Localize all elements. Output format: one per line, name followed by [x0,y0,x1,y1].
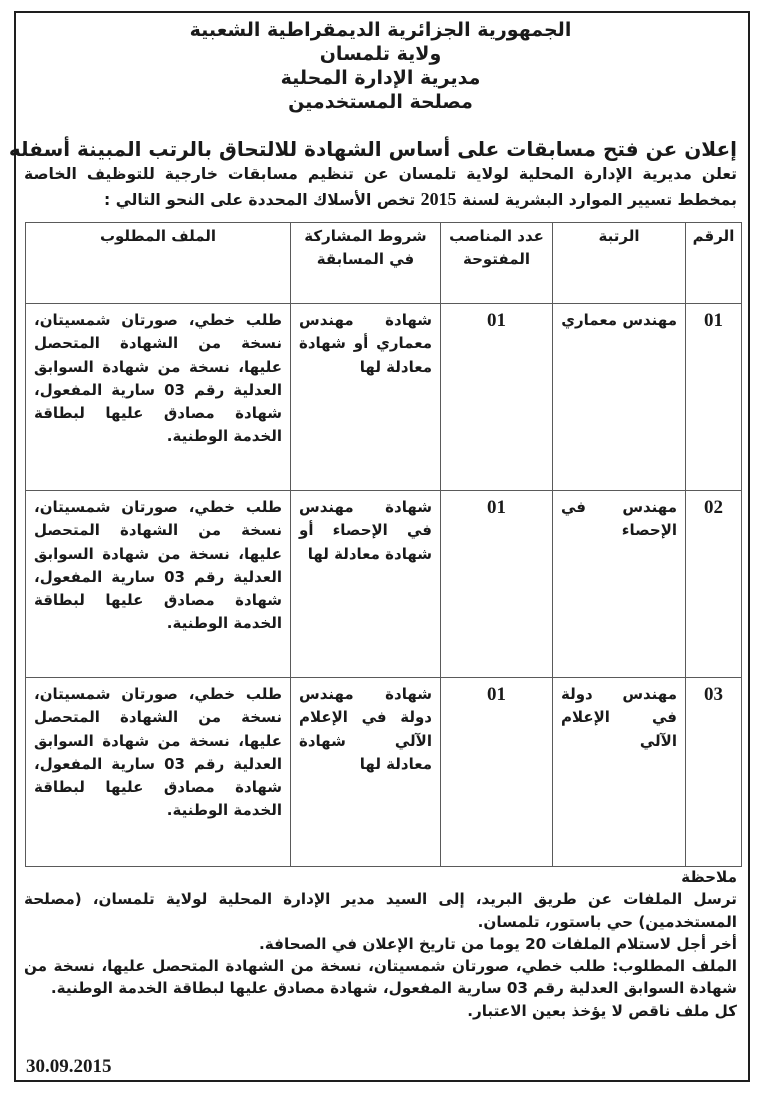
row-conditions: شهادة مهندس معماري أو شهادة معادلة لها [291,304,441,491]
intro-text-after-year: تخص الأسلاك المحددة على النحو التالي : [104,191,416,209]
note-item-required-file: الملف المطلوب: طلب خطي، صورتان شمسيتان، نسخة من الشهادة المتحصل عليها، نسخة من شهادة السوابق العدلية رقم 03 سارية المفعول، شهادة مصادق عليها لبطاقة الخدمة الوطنية. [24,957,737,998]
row-number: 01 [686,304,742,491]
column-header-file: الملف المطلوب [26,223,291,304]
notes-heading: ملاحظة [681,868,737,886]
column-header-positions: عدد المناصب المفتوحة [441,223,553,304]
row-required-file: طلب خطي، صورتان شمسيتان، نسخة من الشهادة المتحصل عليها، نسخة من شهادة السوابق العدلية رقم 03 سارية المفعول، شهادة مصادق عليها لبطاقة الخدمة الوطنية. [26,304,291,491]
intro-line-1: تعلن مديرية الإدارة المحلية لولاية تلمسان عن تنظيم مسابقات خارجية للتوظيف الخاصة [24,165,737,183]
row-required-file: طلب خطي، صورتان شمسيتان، نسخة من الشهادة المتحصل عليها، نسخة من شهادة السوابق العدلية رقم 03 سارية المفعول، شهادة مصادق عليها لبطاقة الخدمة الوطنية. [26,678,291,867]
positions-table [25,222,742,867]
table-row [26,678,742,867]
row-conditions: شهادة مهندس دولة في الإعلام الآلي شهادة معادلة لها [291,678,441,867]
row-positions: 01 [441,678,553,867]
intro-year: 2015 [420,189,457,209]
column-header-number: الرقم [686,223,742,304]
row-number: 03 [686,678,742,867]
note-item-incomplete: كل ملف ناقص لا يؤخذ بعين الاعتبار. [467,1001,737,1020]
row-required-file: طلب خطي، صورتان شمسيتان، نسخة من الشهادة المتحصل عليها، نسخة من شهادة السوابق العدلية رقم 03 سارية المفعول، شهادة مصادق عليها لبطاقة الخدمة الوطنية. [26,491,291,678]
publication-date: 30.09.2015 [26,1056,112,1077]
row-rank: مهندس دولة في الإعلام الآلي [553,678,686,867]
row-number: 02 [686,491,742,678]
intro-text-before-year: بمخطط تسيير الموارد البشرية لسنة [461,191,737,209]
row-rank: مهندس معماري [553,304,686,491]
intro-line-2 [24,187,737,213]
province-name: ولاية تلمسان [319,43,442,65]
directorate-name: مديرية الإدارة المحلية [280,67,481,89]
note-item-deadline: أخر أجل لاستلام الملفات 20 يوما من تاريخ الإعلان في الصحافة. [259,934,737,953]
table-header-row [26,223,742,304]
service-name: مصلحة المستخدمين [288,91,473,113]
row-conditions: شهادة مهندس في الإحصاء أو شهادة معادلة لها [291,491,441,678]
document-header [0,18,761,114]
note-item-submission: ترسل الملفات عن طريق البريد، إلى السيد مدير الإدارة المحلية لولاية تلمسان، (مصلحة المستخدمين) حي باستور، تلمسان. [24,890,737,931]
notes-section [24,866,737,1022]
country-name: الجمهورية الجزائرية الديمقراطية الشعبية [189,19,572,41]
table-row [26,304,742,491]
column-header-rank: الرتبة [553,223,686,304]
column-header-conditions: شروط المشاركة في المسابقة [291,223,441,304]
table-row [26,491,742,678]
row-rank: مهندس في الإحصاء [553,491,686,678]
row-positions: 01 [441,491,553,678]
row-positions: 01 [441,304,553,491]
announcement-title: إعلان عن فتح مسابقات على أساس الشهادة للالتحاق بالرتب المبينة أسفله [8,137,737,161]
announcement-intro [24,162,737,213]
